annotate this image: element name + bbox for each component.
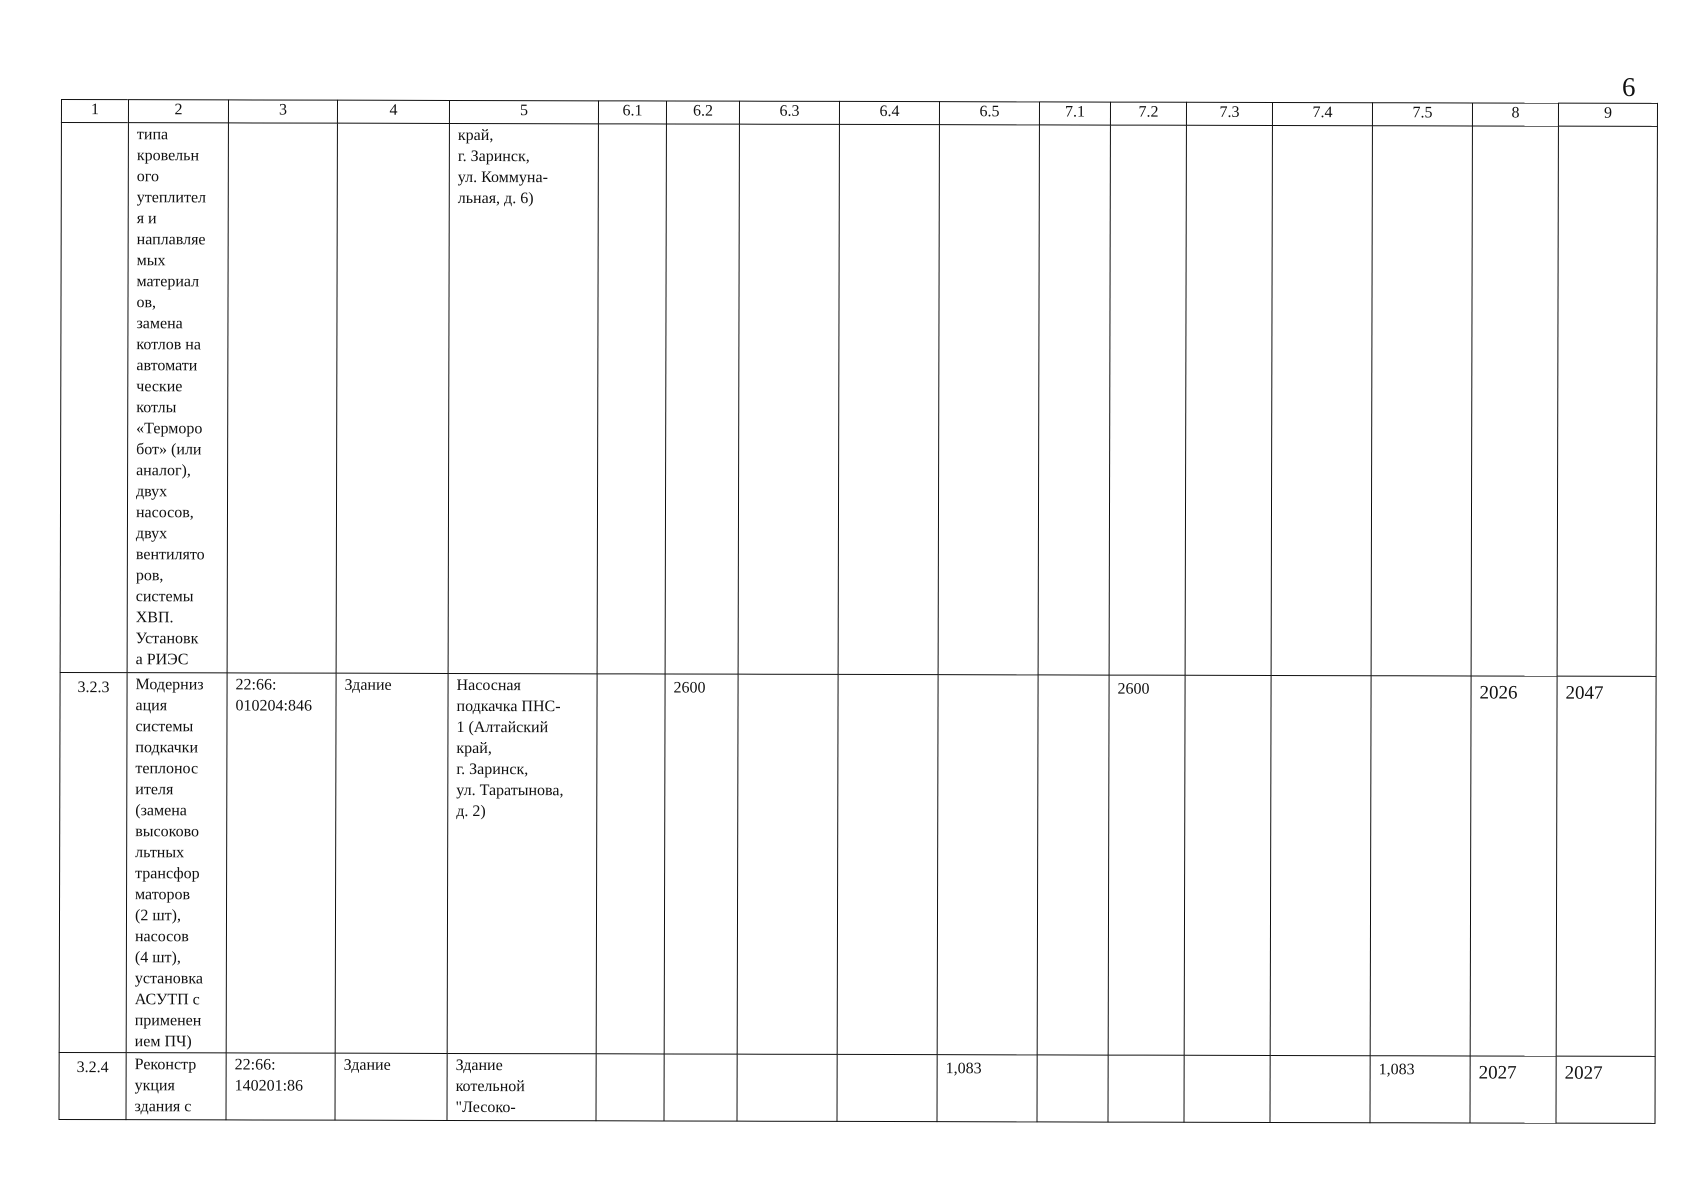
column-header: 7.3 [1186, 102, 1272, 125]
table-cell [597, 124, 666, 674]
table-cell [1184, 1055, 1270, 1122]
registry-table [59, 99, 1658, 1124]
column-header: 2 [128, 100, 228, 123]
table-cell [1557, 126, 1657, 676]
column-header: 6.3 [739, 101, 839, 124]
table-cell [938, 125, 1039, 675]
column-header: 8 [1472, 103, 1558, 126]
table-cell [1037, 675, 1109, 1055]
row-number-cell: 3.2.3 [59, 672, 127, 1052]
table-cell [1038, 125, 1110, 675]
cadastral-number-cell: 22:66: 140201:86 [226, 1053, 335, 1120]
value-cell: 2600 [1108, 675, 1185, 1055]
start-year-cell: 2026 [1470, 676, 1557, 1056]
column-header: 1 [61, 100, 128, 123]
start-year-cell: 2027 [1470, 1056, 1556, 1123]
column-header: 7.1 [1039, 102, 1110, 125]
column-header: 6.1 [598, 101, 666, 124]
table-cell: Модерниз ация системы подкачки теплонос ителя (замена высоково льтных трансфор маторов (2 шт), насосов (4 шт), установка АСУТП с применен ием ПЧ) [126, 673, 227, 1053]
table-cell [837, 1054, 937, 1121]
end-year-cell: 2047 [1556, 676, 1656, 1056]
column-header: 4 [337, 100, 449, 123]
table-cell [1108, 1055, 1184, 1122]
table-cell [937, 675, 1038, 1055]
column-header: 6.5 [939, 102, 1039, 125]
object-type-cell: Здание [335, 673, 448, 1053]
table-cell [1185, 125, 1272, 675]
table-cell [1270, 1055, 1370, 1122]
table-cell [1184, 675, 1271, 1055]
table-cell [1370, 676, 1471, 1056]
table-cell: типа кровельн ого утеплител я и наплавляе мых материал ов, замена котлов на автомати ческие котлы «Терморо бот» (или аналог), двух насосов, двух вентилято ров, системы ХВП. Установк а РИЭС [127, 123, 228, 673]
column-header: 5 [449, 100, 598, 123]
table-cell [1270, 675, 1371, 1055]
column-header: 6.2 [666, 101, 739, 124]
table-cell [336, 123, 449, 673]
table-row [59, 672, 1656, 1056]
column-header: 7.4 [1272, 102, 1372, 125]
column-header: 6.4 [839, 101, 939, 124]
value-cell: 1,083 [1370, 1056, 1470, 1123]
column-header: 9 [1558, 103, 1657, 126]
table-cell [737, 674, 838, 1054]
table-cell [664, 1054, 737, 1121]
column-header: 3 [228, 100, 337, 123]
page-number: 6 [1622, 72, 1636, 102]
table-cell [1037, 1055, 1108, 1122]
table-cell [227, 123, 337, 673]
table-cell [596, 1054, 664, 1121]
end-year-cell: 2027 [1556, 1056, 1655, 1123]
table-cell [1371, 126, 1472, 676]
object-type-cell: Здание [335, 1053, 447, 1120]
table-cell [1109, 125, 1186, 675]
address-cell: Насосная подкачка ПНС- 1 (Алтайский край, г. Заринск, ул. Таратынова, д. 2) [447, 673, 597, 1053]
table-cell: край, г. Заринск, ул. Коммуна- льная, д. 6) [448, 123, 598, 673]
table-cell [60, 123, 128, 673]
table-cell [665, 124, 739, 674]
column-header: 7.5 [1372, 103, 1472, 126]
table-cell [1471, 126, 1558, 676]
table-cell [837, 674, 938, 1054]
value-cell: 1,083 [937, 1055, 1037, 1122]
table-row [59, 1052, 1655, 1123]
table-cell [596, 674, 665, 1054]
value-cell: 2600 [664, 674, 738, 1054]
table-row [60, 123, 1657, 677]
table-cell [1271, 125, 1372, 675]
cadastral-number-cell: 22:66: 010204:846 [226, 673, 336, 1053]
table-cell [838, 124, 939, 674]
row-number-cell: 3.2.4 [59, 1052, 126, 1119]
table-cell [737, 1054, 837, 1121]
table-cell: Реконстр укция здания с [126, 1053, 226, 1120]
address-cell: Здание котельной "Лесоко- [447, 1053, 596, 1120]
table-cell [738, 124, 839, 674]
column-header: 7.2 [1110, 102, 1186, 125]
